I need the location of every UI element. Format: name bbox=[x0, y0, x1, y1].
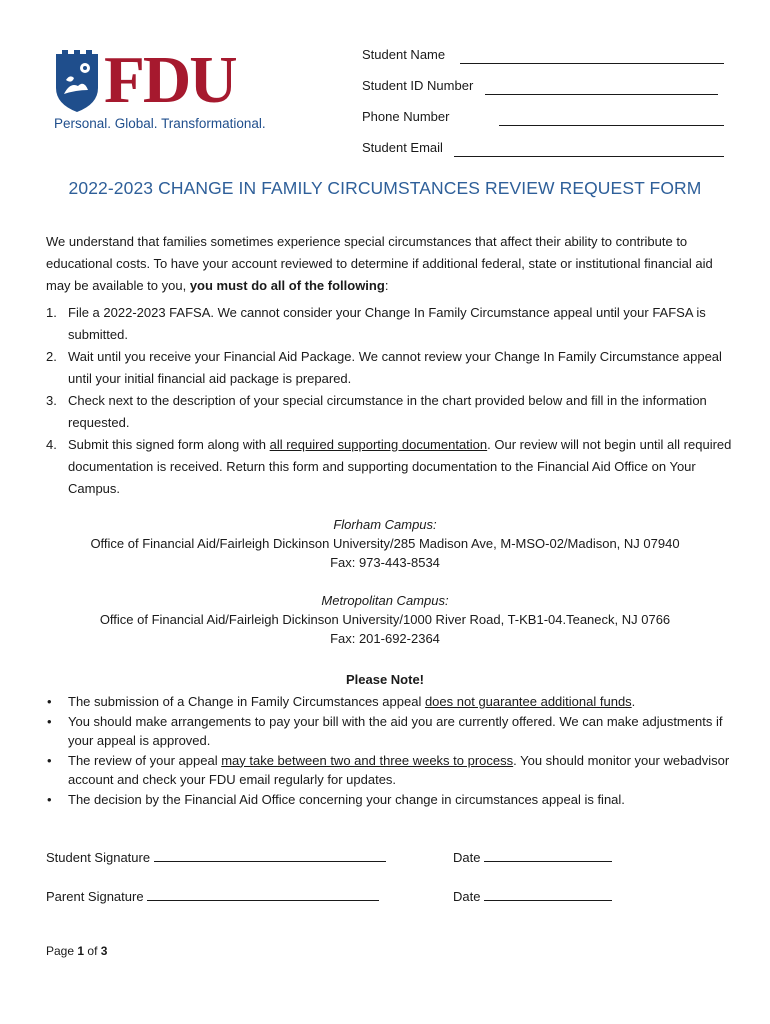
bullet-icon: • bbox=[47, 791, 52, 807]
step-text: Check next to the description of your special circumstance in the chart provided below and fill in the information requested. bbox=[68, 393, 707, 430]
logo-tagline: Personal. Global. Transformational. bbox=[54, 116, 266, 131]
fdu-logo bbox=[54, 43, 279, 135]
notes-list bbox=[46, 692, 736, 809]
campus-address: Office of Financial Aid/Fairleigh Dickinson University/1000 River Road, T-KB1-04.Teaneck, NJ 0766 bbox=[99, 612, 671, 627]
step-text: Wait until you receive your Financial Aid Package. We cannot review your Change In Family Circumstance appeal until your initial financial aid package is prepared. bbox=[68, 349, 722, 386]
step-text-pre: Submit this signed form along with bbox=[68, 437, 270, 452]
parent-signature-field[interactable] bbox=[46, 886, 379, 906]
list-item bbox=[46, 692, 736, 712]
note-underlined: may take between two and three weeks to process bbox=[221, 752, 514, 768]
metropolitan-campus-block bbox=[0, 591, 770, 648]
page-label: Page bbox=[46, 944, 75, 958]
list-item bbox=[46, 434, 736, 500]
form-title: 2022-2023 CHANGE IN FAMILY CIRCUMSTANCES REVIEW REQUEST FORM bbox=[68, 178, 702, 198]
student-id-field[interactable] bbox=[362, 78, 724, 98]
step-text: File a 2022-2023 FAFSA. We cannot consider your Change In Family Circumstance appeal until your FAFSA is submitted. bbox=[68, 305, 706, 342]
student-signature-line[interactable] bbox=[154, 847, 386, 862]
current-page: 1 bbox=[77, 944, 85, 958]
intro-bold: you must do all of the following bbox=[189, 278, 385, 293]
campus-address: Office of Financial Aid/Fairleigh Dickinson University/285 Madison Ave, M-MSO-02/Madison, NJ 07940 bbox=[90, 536, 680, 551]
parent-signature-line[interactable] bbox=[147, 886, 379, 901]
parent-date-line[interactable] bbox=[484, 886, 612, 901]
student-email-line[interactable] bbox=[454, 156, 724, 157]
bullet-icon: • bbox=[47, 694, 52, 709]
list-item bbox=[46, 346, 736, 390]
parent-signature-label: Parent Signature bbox=[46, 889, 144, 904]
note-text: The decision by the Financial Aid Office concerning your change in circumstances appeal is final. bbox=[68, 791, 625, 807]
student-signature-label: Student Signature bbox=[46, 850, 151, 865]
step-number: 4. bbox=[46, 437, 57, 452]
phone-number-field[interactable] bbox=[362, 109, 724, 129]
list-item bbox=[46, 390, 736, 434]
required-docs-text: all required supporting documentation bbox=[269, 437, 488, 452]
step-number: 1. bbox=[46, 305, 57, 320]
note-text: The submission of a Change in Family Circumstances appeal bbox=[68, 694, 425, 709]
list-item bbox=[46, 302, 736, 346]
intro-text: We understand that families sometimes experience special circumstances that affect their ability to contribute to educational costs. To have your account reviewed to determine if additional federal, state or institutional financial aid may be available to you, bbox=[46, 234, 713, 293]
student-email-label: Student Email bbox=[362, 140, 443, 155]
note-text: The review of your appeal bbox=[68, 752, 222, 768]
student-id-label: Student ID Number bbox=[362, 78, 474, 93]
student-date-field[interactable] bbox=[453, 847, 612, 867]
bullet-icon: • bbox=[47, 713, 52, 729]
step-text-post: . Our review will not begin until all required documentation is received. Return this form and supporting documentation to the Financial Aid Office on Your Campus. bbox=[68, 437, 732, 496]
note-underlined: does not guarantee additional funds bbox=[424, 694, 632, 709]
please-note-heading: Please Note! bbox=[345, 672, 425, 687]
campus-fax: Fax: 201-692-2364 bbox=[330, 631, 440, 646]
campus-name: Florham Campus: bbox=[333, 517, 437, 532]
list-item bbox=[46, 790, 736, 810]
note-text-end: . You should monitor your webadvisor account and check your FDU email regularly for updates. bbox=[68, 752, 730, 787]
parent-date-label: Date bbox=[453, 889, 481, 904]
fdu-wordmark: FDU bbox=[104, 43, 236, 117]
note-text: You should make arrangements to pay your bill with the aid you are currently offered. We can make adjustments if your appeal is approved. bbox=[68, 713, 723, 748]
list-item bbox=[46, 751, 736, 790]
florham-campus-block bbox=[0, 515, 770, 572]
campus-fax: Fax: 973-443-8534 bbox=[330, 555, 440, 570]
page-number bbox=[46, 944, 107, 958]
student-id-line[interactable] bbox=[485, 94, 718, 95]
note-text-end: . bbox=[631, 694, 636, 709]
intro-end: : bbox=[384, 278, 389, 293]
steps-list bbox=[46, 302, 736, 500]
student-name-line[interactable] bbox=[460, 63, 724, 64]
total-pages: 3 bbox=[100, 944, 108, 958]
student-name-field[interactable] bbox=[362, 47, 724, 67]
student-signature-field[interactable] bbox=[46, 847, 386, 867]
campus-name: Metropolitan Campus: bbox=[321, 593, 449, 608]
intro-paragraph bbox=[46, 231, 736, 297]
list-item bbox=[46, 712, 736, 751]
of-label: of bbox=[87, 944, 98, 958]
phone-number-line[interactable] bbox=[499, 125, 724, 126]
step-number: 2. bbox=[46, 349, 57, 364]
fdu-shield-icon bbox=[54, 50, 100, 112]
phone-number-label: Phone Number bbox=[362, 109, 450, 124]
parent-date-field[interactable] bbox=[453, 886, 612, 906]
step-number: 3. bbox=[46, 393, 57, 408]
student-name-label: Student Name bbox=[362, 47, 446, 62]
student-date-line[interactable] bbox=[484, 847, 612, 862]
student-email-field[interactable] bbox=[362, 140, 724, 160]
bullet-icon: • bbox=[47, 752, 52, 768]
student-date-label: Date bbox=[453, 850, 481, 865]
